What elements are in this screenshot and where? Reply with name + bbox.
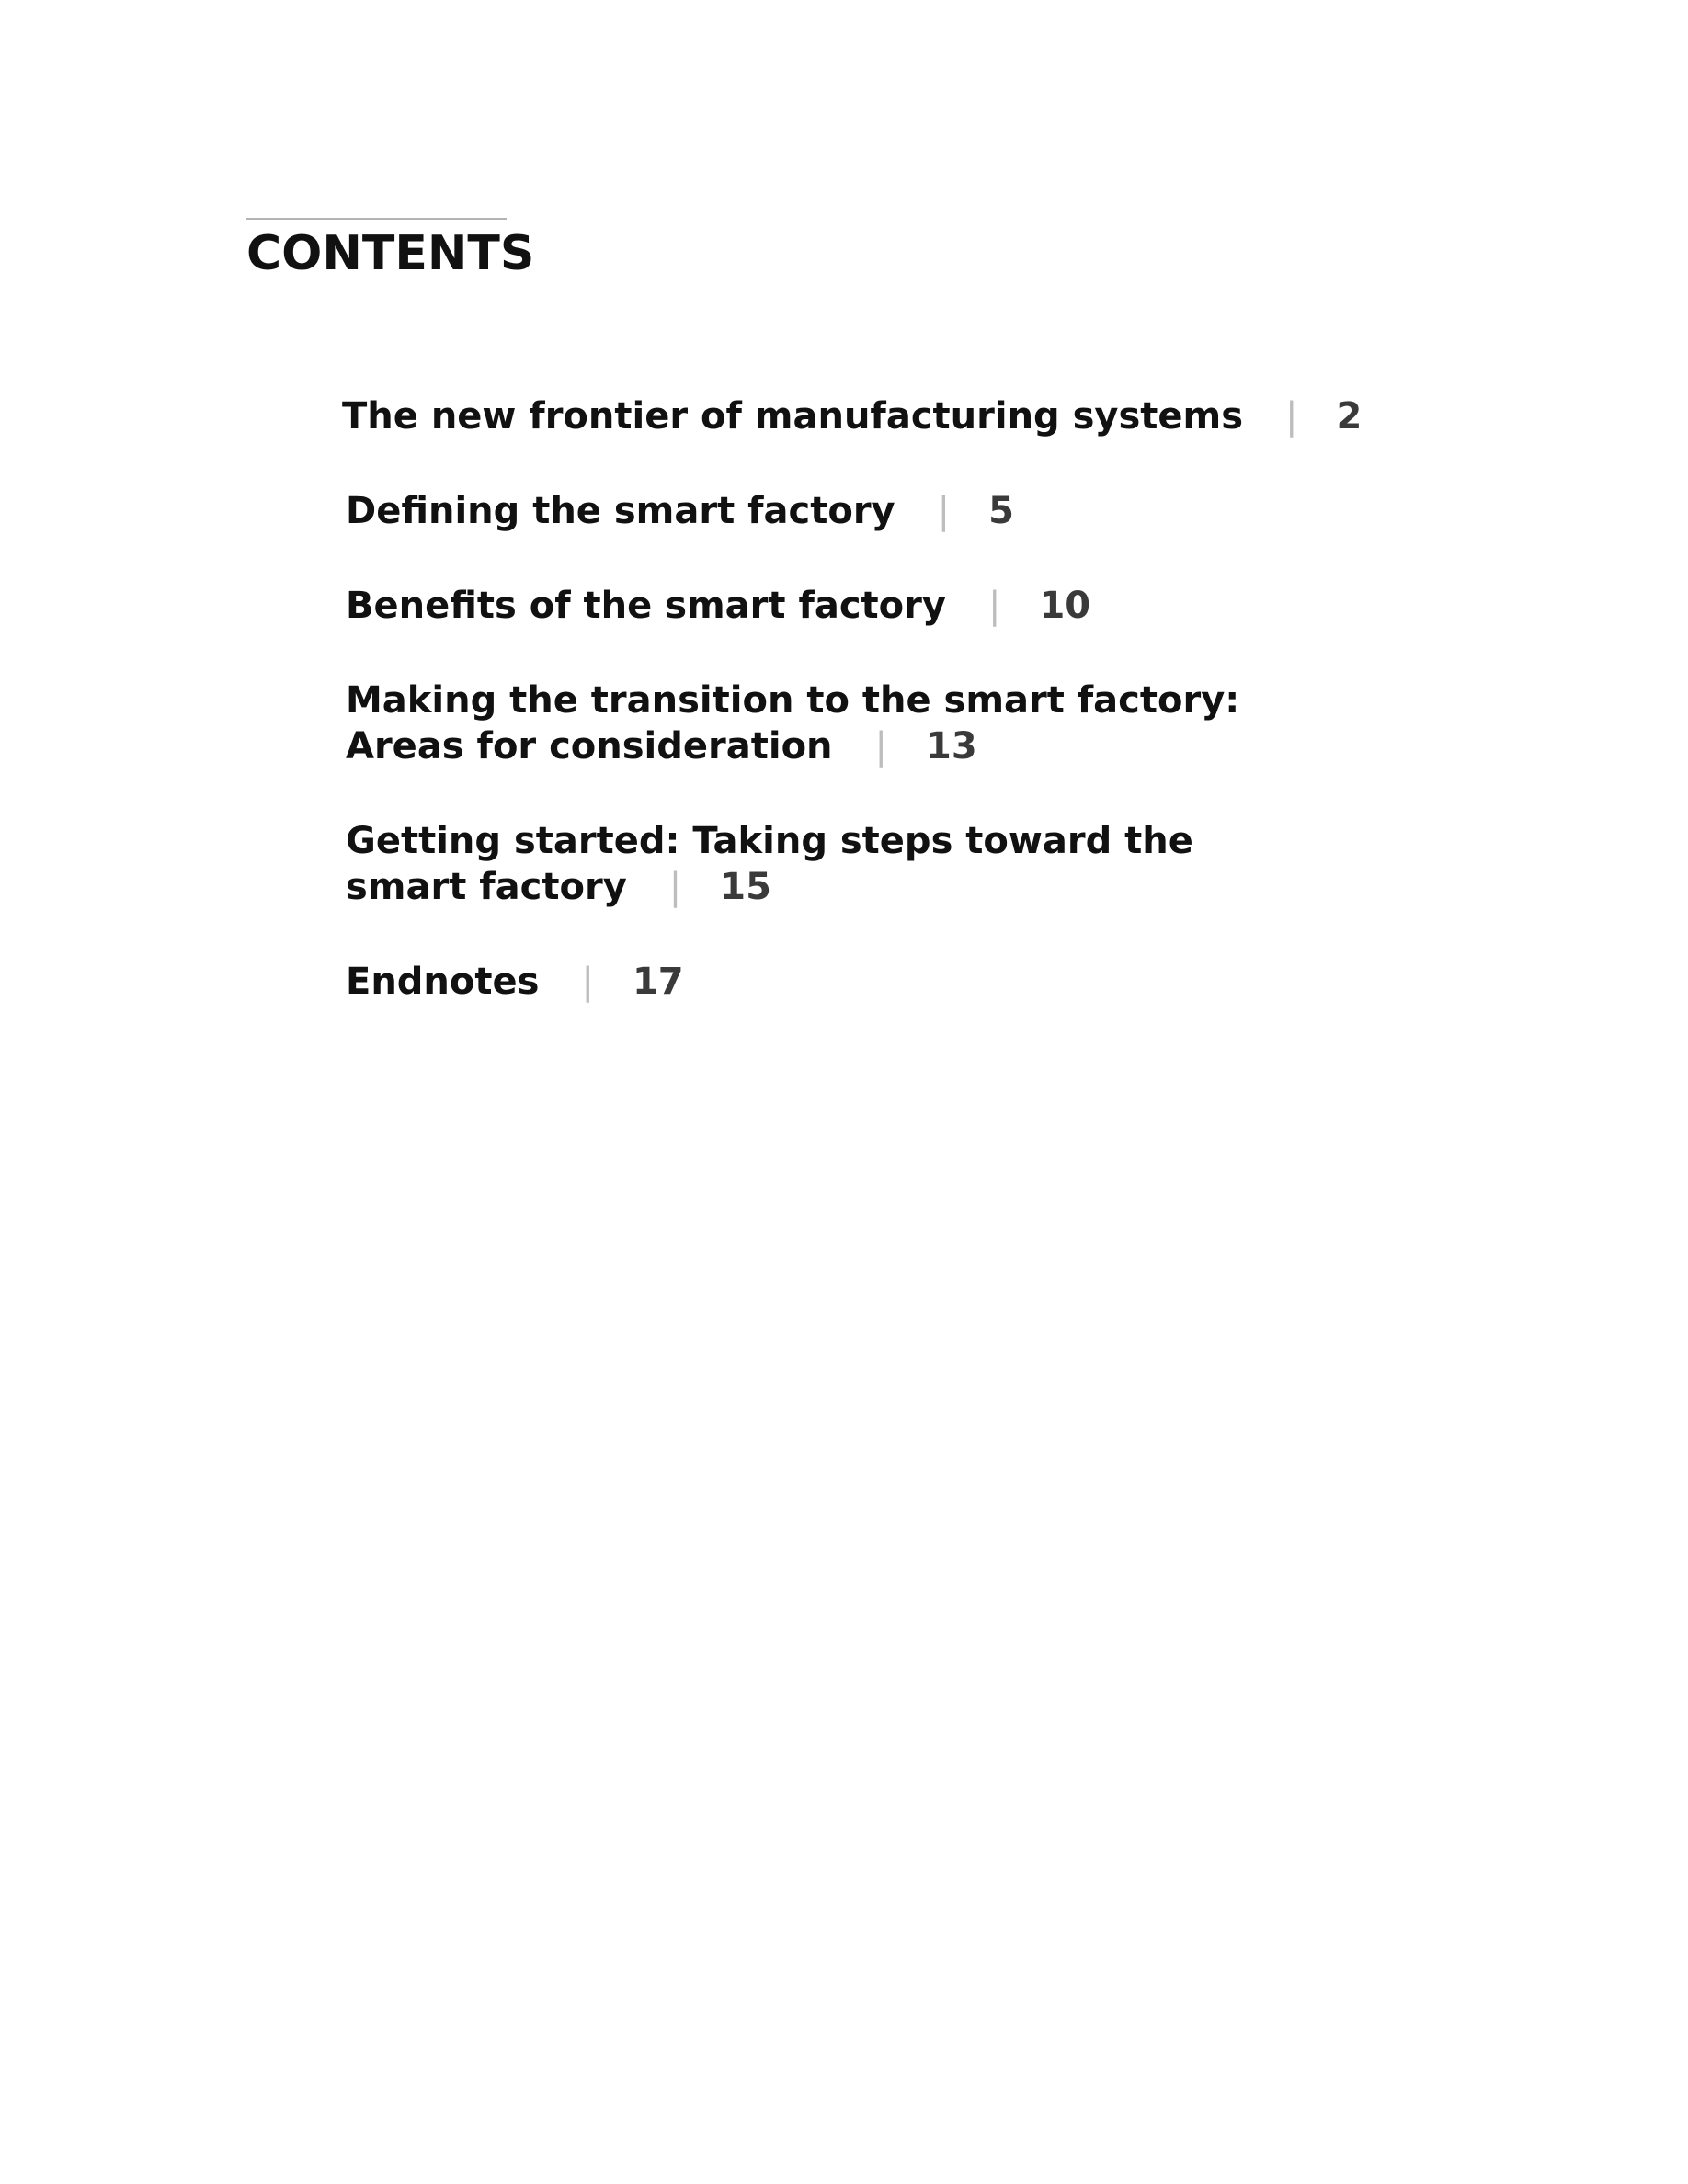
toc-page-number[interactable]: 17 [632, 961, 684, 1003]
heading-rule [246, 218, 507, 220]
toc-entry-defining[interactable] [346, 488, 1014, 534]
toc-separator: | [937, 490, 951, 532]
toc-entry-title[interactable]: Benefits of the smart factory [346, 585, 946, 627]
toc-entry-title[interactable]: Defining the smart factory [346, 490, 895, 532]
toc-page-number[interactable]: 2 [1336, 395, 1363, 438]
toc-entry-benefits[interactable] [346, 583, 1090, 629]
toc-separator: | [668, 866, 682, 908]
toc-entry-title-line[interactable]: Getting started: Taking steps toward the [346, 820, 1193, 862]
toc-separator: | [987, 585, 1001, 627]
toc-entry-title[interactable]: smart factory [346, 866, 627, 908]
toc-page-number[interactable]: 5 [988, 490, 1014, 532]
toc-page-number[interactable]: 13 [926, 725, 977, 768]
toc-entry-title-line[interactable]: Making the transition to the smart factory: [346, 679, 1240, 722]
toc-entry-title[interactable]: Areas for consideration [346, 725, 833, 768]
toc-entry-title[interactable]: Endnotes [346, 961, 540, 1003]
toc-separator: | [874, 725, 888, 768]
toc-separator: | [1285, 395, 1298, 438]
toc-entry-endnotes[interactable] [346, 959, 684, 1005]
toc-entry-transition[interactable] [346, 677, 1239, 769]
toc-entry-new-frontier[interactable] [342, 393, 1362, 439]
contents-heading: CONTENTS [246, 226, 535, 281]
toc-page-number[interactable]: 15 [720, 866, 771, 908]
toc-separator: | [581, 961, 594, 1003]
toc-entry-title[interactable]: The new frontier of manufacturing systems [342, 395, 1244, 438]
toc-entry-getting-started[interactable] [346, 818, 1193, 910]
toc-page-number[interactable]: 10 [1039, 585, 1091, 627]
